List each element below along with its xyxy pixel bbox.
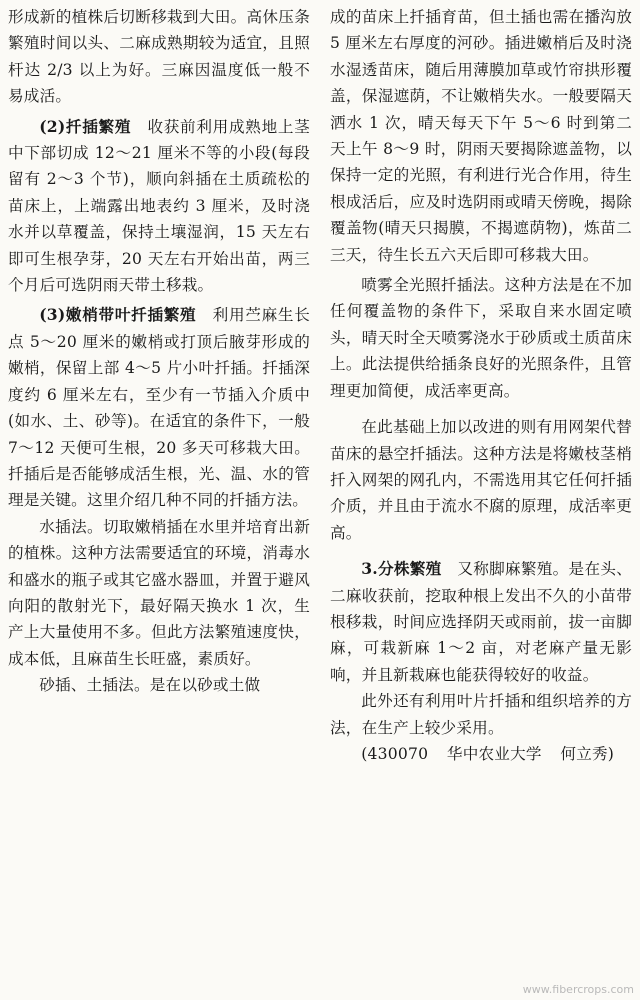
paragraph: [330, 414, 632, 546]
paragraph: [8, 672, 310, 698]
author-footer: [330, 741, 632, 767]
paragraph-text: 利用苎麻生长点 5～20 厘米的嫩梢或打顶后腋芽形成的嫩梢，保留上部 4～5 片小叶扦插。扦插深度约 6 厘米左右，至少有一节插入介质中(如水、土、砂等)。在适宜的条件下，一般 7～12 天便可生根，20 多天可移栽大田。扦插后是否能够成活生根，光、温、水的管理是关键。这里介绍几种不同的扦插方法。: [8, 306, 310, 510]
section-heading: (2)扦插繁殖: [39, 116, 132, 136]
paragraph-text: 此外还有利用叶片扦插和组织培养的方法，在生产上较少采用。: [330, 692, 632, 737]
paragraph: [8, 4, 310, 110]
paragraph: [330, 4, 632, 268]
paragraph-text: 喷雾全光照扦插法。这种方法是在不加任何覆盖物的条件下，采取自来水固定喷头，晴天时全天喷雾浇水于砂质或土质苗床上。此法提供给插条良好的光照条件，且管理更加简便，成活率更高。: [330, 276, 632, 400]
paragraph: [330, 556, 632, 688]
paragraph: [330, 272, 632, 404]
paragraph-text: 又称脚麻繁殖。是在头、二麻收获前，挖取种根上发出不久的小苗带根移栽，时间应选择阴天或雨前，拔一亩脚麻，可栽新麻 1～2 亩，对老麻产量无影响，并且新栽麻也能获得较好的收益。: [330, 560, 633, 684]
paragraph: [8, 514, 310, 672]
paragraph-text: 收获前利用成熟地上茎中下部切成 12～21 厘米不等的小段(每段留有 2～3 个节)，顺向斜插在土质疏松的苗床上，上端露出地表约 3 厘米，及时浇水并以草覆盖，保持土壤湿润，15 天左右即可生根孕芽，20 天左右开始出苗，两三个月后可选阴雨天带土移栽。: [8, 117, 310, 295]
paragraph: [8, 114, 310, 299]
paragraph-text: 在此基础上加以改进的则有用网架代替苗床的悬空扦插法。这种方法是将嫩枝茎梢扦入网架的网孔内，不需选用其它任何扦插介质，并且由于流水不腐的原理，成活率更高。: [330, 418, 632, 542]
paragraph-text: 水插法。切取嫩梢插在水里并培育出新的植株。这种方法需要适宜的环境，消毒水和盛水的瓶子或其它盛水器皿，并置于避风向阳的散射光下，最好隔天换水 1 次，生产上大量使用不多。但此方法繁殖速度快，成本低，且麻苗生长旺盛，素质好。: [8, 517, 310, 668]
footer-institution: 华中农业大学: [446, 744, 542, 763]
left-column: [8, 4, 310, 699]
paragraph-text: 砂插、土插法。是在以砂或土做: [39, 676, 261, 695]
paragraph: [8, 302, 310, 513]
right-column: [330, 4, 632, 767]
section-heading: (3)嫩梢带叶扦插繁殖: [39, 305, 197, 325]
footer-author: 何立秀): [560, 744, 615, 763]
paragraph-text: 成的苗床上扦插育苗，但土插也需在播沟放 5 厘米左右厚度的河砂。插进嫩梢后及时浇水湿透苗床，随后用薄膜加草或竹帘拱形覆盖，保湿遮荫，不让嫩梢失水。一般要隔天洒水 1 次，晴天每天下午 5～6 时到第二天上午 8～9 时，阴雨天要揭除遮盖物，以保持一定的光照，有利进行光合作用，待生根成活后，应及时选阴雨或晴天傍晚，揭除覆盖物(晴天只揭膜，不揭遮荫物)，炼苗二三天，待生长五六天后即可移栽大田。: [330, 8, 632, 264]
watermark: www.fibercrops.com: [522, 983, 634, 996]
paragraph-text: 形成新的植株后切断移栽到大田。高休压条繁殖时间以头、二麻成熟期较为适宜，且照杆达 2/3 以上为好。三麻因温度低一般不易成活。: [8, 8, 310, 106]
footer-code: (430070: [361, 744, 429, 763]
paragraph: [330, 688, 632, 741]
section-heading: 3.分株繁殖: [361, 559, 442, 579]
